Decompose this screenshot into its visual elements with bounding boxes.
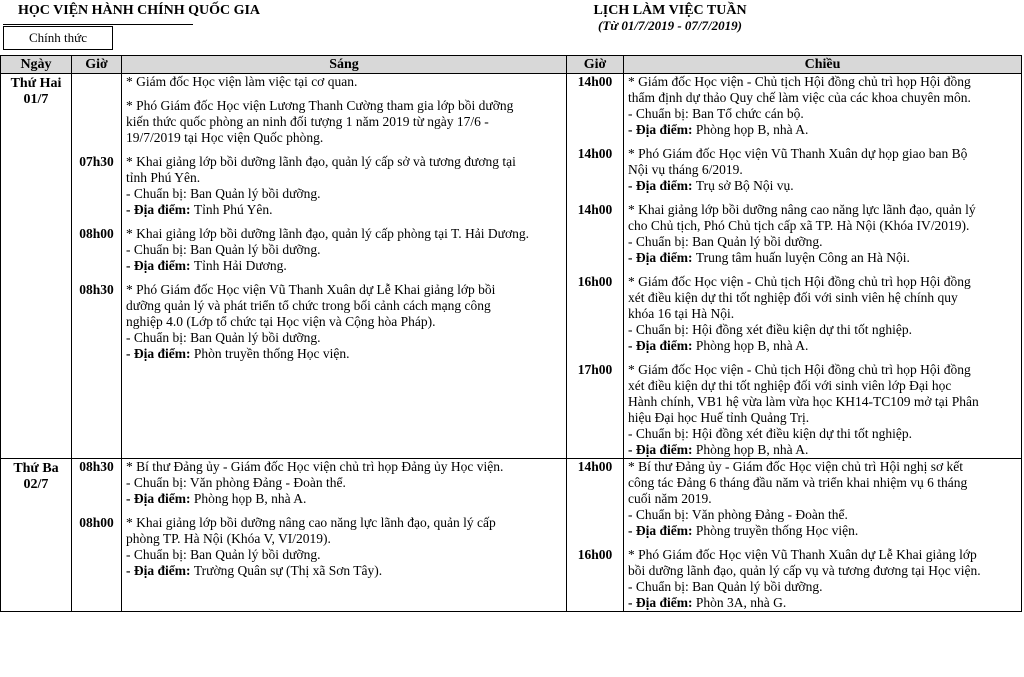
event-place xyxy=(126,202,562,218)
event-time: 08h30 xyxy=(79,282,114,297)
prep-value: Ban Quản lý bồi dưỡng. xyxy=(190,330,321,345)
event-place xyxy=(628,338,1017,354)
time-spacer xyxy=(567,595,623,611)
event-prep xyxy=(628,322,1017,338)
event-time-block xyxy=(72,282,121,362)
prep-value: Ban Quản lý bồi dưỡng. xyxy=(190,547,321,562)
prep-label: - Chuẩn bị: xyxy=(628,322,693,337)
prep-label: - Chuẩn bị: xyxy=(126,186,191,201)
event-time-block xyxy=(72,515,121,579)
place-label: - Địa điểm: xyxy=(628,595,696,610)
event-time-block xyxy=(72,74,121,90)
place-value: Tỉnh Hải Dương. xyxy=(193,258,287,273)
time-spacer xyxy=(72,258,121,274)
event-time: 14h00 xyxy=(577,202,613,217)
place-label: - Địa điểm: xyxy=(628,442,696,457)
event xyxy=(628,202,1017,266)
time-spacer xyxy=(72,475,121,491)
place-value: Phòng họp B, nhà A. xyxy=(695,122,809,137)
event-time xyxy=(72,98,121,114)
event-line: * Khai giảng lớp bồi dưỡng nâng cao năng lực lãnh đạo, quản lý xyxy=(628,202,976,217)
event-line: bồi dưỡng lãnh đạo, quản lý cấp vụ và tương đương tại Học viện. xyxy=(628,563,981,578)
place-value: Trường Quân sự (Thị xã Sơn Tây). xyxy=(193,563,383,578)
time-spacer xyxy=(567,475,623,491)
event xyxy=(628,274,1017,354)
event-line: cuối năm 2019. xyxy=(628,491,712,506)
event-line: * Phó Giám đốc Học viện Vũ Thanh Xuân dự Lễ Khai giảng lớp xyxy=(628,547,977,562)
prep-label: - Chuẩn bị: xyxy=(628,426,693,441)
day-row xyxy=(1,74,1022,459)
prep-value: Ban Tổ chức cán bộ. xyxy=(692,106,804,121)
place-value: Phòng họp B, nhà A. xyxy=(695,338,809,353)
event-time: 07h30 xyxy=(79,154,114,169)
event-time: 14h00 xyxy=(577,74,613,89)
event-line: * Giám đốc Học viện - Chủ tịch Hội đồng chủ trì họp Hội đồng xyxy=(628,274,971,289)
header-row xyxy=(1,56,1022,74)
time-spacer xyxy=(567,579,623,595)
event-line: * Phó Giám đốc Học viện Vũ Thanh Xuân dự họp giao ban Bộ xyxy=(628,146,968,161)
event-time: 16h00 xyxy=(577,274,613,289)
time-spacer xyxy=(567,90,623,106)
event-line: * Bí thư Đảng ủy - Giám đốc Học viện chủ trì họp Đảng ủy Học viện. xyxy=(126,459,504,474)
event xyxy=(126,154,562,218)
event-time-block xyxy=(72,98,121,146)
prep-value: Ban Quản lý bồi dưỡng. xyxy=(190,186,321,201)
time-spacer xyxy=(72,563,121,579)
event-place xyxy=(628,250,1017,266)
event xyxy=(628,146,1017,194)
time-spacer xyxy=(72,114,121,130)
day-cell xyxy=(1,74,72,459)
event-line: * Giám đốc Học viện - Chủ tịch Hội đồng chủ trì họp Hội đồng xyxy=(628,74,971,89)
col-time-pm: Giờ xyxy=(567,56,624,74)
event xyxy=(126,74,562,90)
time-spacer xyxy=(567,250,623,266)
day-name: Thứ Ba xyxy=(13,461,59,476)
time-spacer xyxy=(567,322,623,338)
time-spacer xyxy=(567,106,623,122)
header-underline xyxy=(3,24,193,25)
prep-value: Văn phòng Đảng - Đoàn thể. xyxy=(691,507,848,522)
place-label: - Địa điểm: xyxy=(628,250,696,265)
event-prep xyxy=(628,579,1017,595)
time-spacer xyxy=(72,186,121,202)
event-prep xyxy=(126,186,562,202)
prep-label: - Chuẩn bị: xyxy=(126,475,190,490)
event-time: 14h00 xyxy=(577,146,613,161)
time-spacer xyxy=(567,563,623,579)
time-spacer xyxy=(567,378,623,394)
event-place xyxy=(628,122,1017,138)
morning-times xyxy=(72,459,122,612)
time-spacer xyxy=(567,523,623,539)
event-prep xyxy=(628,507,1017,523)
place-label: - Địa điểm: xyxy=(126,202,194,217)
event-prep xyxy=(126,475,562,491)
event-line: * Khai giảng lớp bồi dưỡng nâng cao năng lực lãnh đạo, quản lý cấp xyxy=(126,515,496,530)
time-spacer xyxy=(567,442,623,458)
place-label: - Địa điểm: xyxy=(126,346,194,361)
event-time: 08h00 xyxy=(79,226,114,241)
prep-value: Hội đồng xét điều kiện dự thi tốt nghiệp. xyxy=(692,426,913,441)
afternoon-events xyxy=(624,74,1022,459)
org-name: HỌC VIỆN HÀNH CHÍNH QUỐC GIA xyxy=(18,3,261,18)
event-place xyxy=(126,346,562,362)
time-spacer xyxy=(72,170,121,186)
prep-label: - Chuẩn bị: xyxy=(126,330,191,345)
event-place xyxy=(628,523,1017,539)
place-label: - Địa điểm: xyxy=(628,178,696,193)
event xyxy=(126,515,562,579)
afternoon-times xyxy=(567,459,624,612)
time-spacer xyxy=(72,330,121,346)
day-date: 02/7 xyxy=(23,477,49,492)
event-time-block xyxy=(72,226,121,274)
place-label: - Địa điểm: xyxy=(126,563,194,578)
time-spacer xyxy=(567,338,623,354)
prep-label: - Chuẩn bị: xyxy=(126,547,191,562)
morning-events xyxy=(122,74,567,459)
event-line: xét điều kiện dự thi tốt nghiệp đối với sinh viên lớp Đại học xyxy=(628,378,952,393)
day-name: Thứ Hai xyxy=(10,76,62,91)
event-line: xét điều kiện dự thi tốt nghiệp đối với sinh viên hệ chính quy xyxy=(628,290,958,305)
event-place xyxy=(126,563,562,579)
time-spacer xyxy=(72,531,121,547)
event-line: * Khai giảng lớp bồi dưỡng lãnh đạo, quản lý cấp sở và tương đương tại xyxy=(126,154,516,169)
prep-value: Hội đồng xét điều kiện dự thi tốt nghiệp. xyxy=(692,322,913,337)
time-spacer xyxy=(72,314,121,330)
col-time-am: Giờ xyxy=(72,56,122,74)
morning-times xyxy=(72,74,122,459)
time-spacer xyxy=(567,306,623,322)
place-value: Phòng họp B, nhà A. xyxy=(193,491,307,506)
event-time-block xyxy=(567,547,623,611)
event-time-block xyxy=(72,459,121,507)
time-spacer xyxy=(72,130,121,146)
prep-label: - Chuẩn bị: xyxy=(628,507,692,522)
place-label: - Địa điểm: xyxy=(628,523,696,538)
event-time: 16h00 xyxy=(577,547,613,562)
prep-value: Ban Quản lý bồi dưỡng. xyxy=(692,579,823,594)
place-value: Phòn 3A, nhà G. xyxy=(695,595,787,610)
col-day: Ngày xyxy=(1,56,72,74)
event-prep xyxy=(126,547,562,563)
time-spacer xyxy=(72,491,121,507)
prep-value: Ban Quản lý bồi dưỡng. xyxy=(190,242,321,257)
event-line: * Giám đốc Học viện - Chủ tịch Hội đồng chủ trì họp Hội đồng xyxy=(628,362,971,377)
date-range: (Từ 01/7/2019 - 07/7/2019) xyxy=(598,18,742,33)
time-spacer xyxy=(567,162,623,178)
event-prep xyxy=(628,106,1017,122)
time-spacer xyxy=(567,218,623,234)
event-line: nghiệp 4.0 (Lớp tổ chức tại Học viện và Cộng hòa Pháp). xyxy=(126,314,436,329)
event-time-block xyxy=(567,146,623,194)
place-label: - Địa điểm: xyxy=(126,258,194,273)
event-line: * Giám đốc Học viện làm việc tại cơ quan. xyxy=(126,74,358,89)
event-line: thẩm định dự thảo Quy chế làm việc của các khoa chuyên môn. xyxy=(628,90,971,105)
place-label: - Địa điểm: xyxy=(628,338,696,353)
prep-label: - Chuẩn bị: xyxy=(628,579,693,594)
prep-label: - Chuẩn bị: xyxy=(126,242,191,257)
event-line: * Bí thư Đảng ủy - Giám đốc Học viện chủ trì Hội nghị sơ kết xyxy=(628,459,964,474)
event-prep xyxy=(126,242,562,258)
event xyxy=(628,362,1017,458)
day-row xyxy=(1,459,1022,612)
event xyxy=(628,459,1017,539)
time-spacer xyxy=(72,242,121,258)
afternoon-times xyxy=(567,74,624,459)
place-value: Trung tâm huấn luyện Công an Hà Nội. xyxy=(695,250,910,265)
time-spacer xyxy=(567,290,623,306)
event-place xyxy=(126,491,562,507)
prep-label: - Chuẩn bị: xyxy=(628,234,693,249)
prep-label: - Chuẩn bị: xyxy=(628,106,693,121)
time-spacer xyxy=(567,426,623,442)
prep-value: Văn phòng Đảng - Đoàn thể. xyxy=(189,475,346,490)
time-spacer xyxy=(567,178,623,194)
event-prep xyxy=(126,330,562,346)
event-time-block xyxy=(567,362,623,458)
day-date: 01/7 xyxy=(23,92,49,107)
event xyxy=(126,226,562,274)
event-place xyxy=(628,178,1017,194)
event xyxy=(126,98,562,146)
time-spacer xyxy=(72,346,121,362)
place-value: Trụ sở Bộ Nội vụ. xyxy=(695,178,794,193)
event-line: khóa 16 tại Hà Nội. xyxy=(628,306,735,321)
place-label: - Địa điểm: xyxy=(628,122,696,137)
event-place xyxy=(628,595,1017,611)
day-cell xyxy=(1,459,72,612)
event-line: kiến thức quốc phòng an ninh đối tượng 1 năm 2019 từ ngày 17/6 - xyxy=(126,114,489,129)
place-value: Phòn truyền thống Học viện. xyxy=(193,346,350,361)
event-time-block xyxy=(567,274,623,354)
event-line: * Phó Giám đốc Học viện Vũ Thanh Xuân dự Lễ Khai giảng lớp bồi xyxy=(126,282,496,297)
status-box: Chính thức xyxy=(3,26,113,50)
event-time-block xyxy=(567,74,623,138)
col-afternoon: Chiều xyxy=(624,56,1022,74)
time-spacer xyxy=(72,202,121,218)
time-spacer xyxy=(567,491,623,507)
event-line: cho Chủ tịch, Phó Chủ tịch cấp xã TP. Hà Nội (Khóa IV/2019). xyxy=(628,218,970,233)
place-value: Phòng họp B, nhà A. xyxy=(695,442,809,457)
time-spacer xyxy=(567,410,623,426)
event-line: * Phó Giám đốc Học viện Lương Thanh Cường tham gia lớp bồi dưỡng xyxy=(126,98,514,113)
event-line: tỉnh Phú Yên. xyxy=(126,170,201,185)
prep-value: Ban Quản lý bồi dưỡng. xyxy=(692,234,823,249)
event xyxy=(628,74,1017,138)
event-time-block xyxy=(567,202,623,266)
event-time xyxy=(72,74,121,90)
event-place xyxy=(126,258,562,274)
schedule-table xyxy=(0,55,1022,612)
event-line: công tác Đảng 6 tháng đầu năm và triển khai nhiệm vụ 6 tháng xyxy=(628,475,968,490)
event-prep xyxy=(628,426,1017,442)
place-value: Phòng truyền thống Học viện. xyxy=(695,523,859,538)
morning-events xyxy=(122,459,567,612)
event xyxy=(628,547,1017,611)
event-line: phòng TP. Hà Nội (Khóa V, VI/2019). xyxy=(126,531,331,546)
event xyxy=(126,459,562,507)
event-place xyxy=(628,442,1017,458)
title-block xyxy=(520,3,820,34)
event-time: 14h00 xyxy=(577,459,613,474)
place-label: - Địa điểm: xyxy=(126,491,194,506)
time-spacer xyxy=(567,394,623,410)
event-line: hiệu Đại học Huế tỉnh Quảng Trị. xyxy=(628,410,810,425)
event-time: 08h30 xyxy=(79,459,114,474)
event-time: 17h00 xyxy=(577,362,613,377)
event-line: dưỡng quản lý và phát triển tổ chức trong bối cảnh cách mạng công xyxy=(126,298,491,313)
event-prep xyxy=(628,234,1017,250)
place-value: Tỉnh Phú Yên. xyxy=(193,202,273,217)
time-spacer xyxy=(72,547,121,563)
page-title: LỊCH LÀM VIỆC TUẦN xyxy=(593,3,747,18)
event-line: Hành chính, VB1 hệ vừa làm vừa học KH14-TC109 mở tại Phân xyxy=(628,394,979,409)
event-time-block xyxy=(567,459,623,539)
time-spacer xyxy=(567,234,623,250)
event-time-block xyxy=(72,154,121,218)
event xyxy=(126,282,562,362)
time-spacer xyxy=(72,298,121,314)
event-line: Nội vụ tháng 6/2019. xyxy=(628,162,743,177)
event-time: 08h00 xyxy=(79,515,114,530)
col-morning: Sáng xyxy=(122,56,567,74)
event-line: 19/7/2019 tại Học viện Quốc phòng. xyxy=(126,130,324,145)
time-spacer xyxy=(567,507,623,523)
time-spacer xyxy=(567,122,623,138)
afternoon-events xyxy=(624,459,1022,612)
event-line: * Khai giảng lớp bồi dưỡng lãnh đạo, quản lý cấp phòng tại T. Hải Dương. xyxy=(126,226,529,241)
